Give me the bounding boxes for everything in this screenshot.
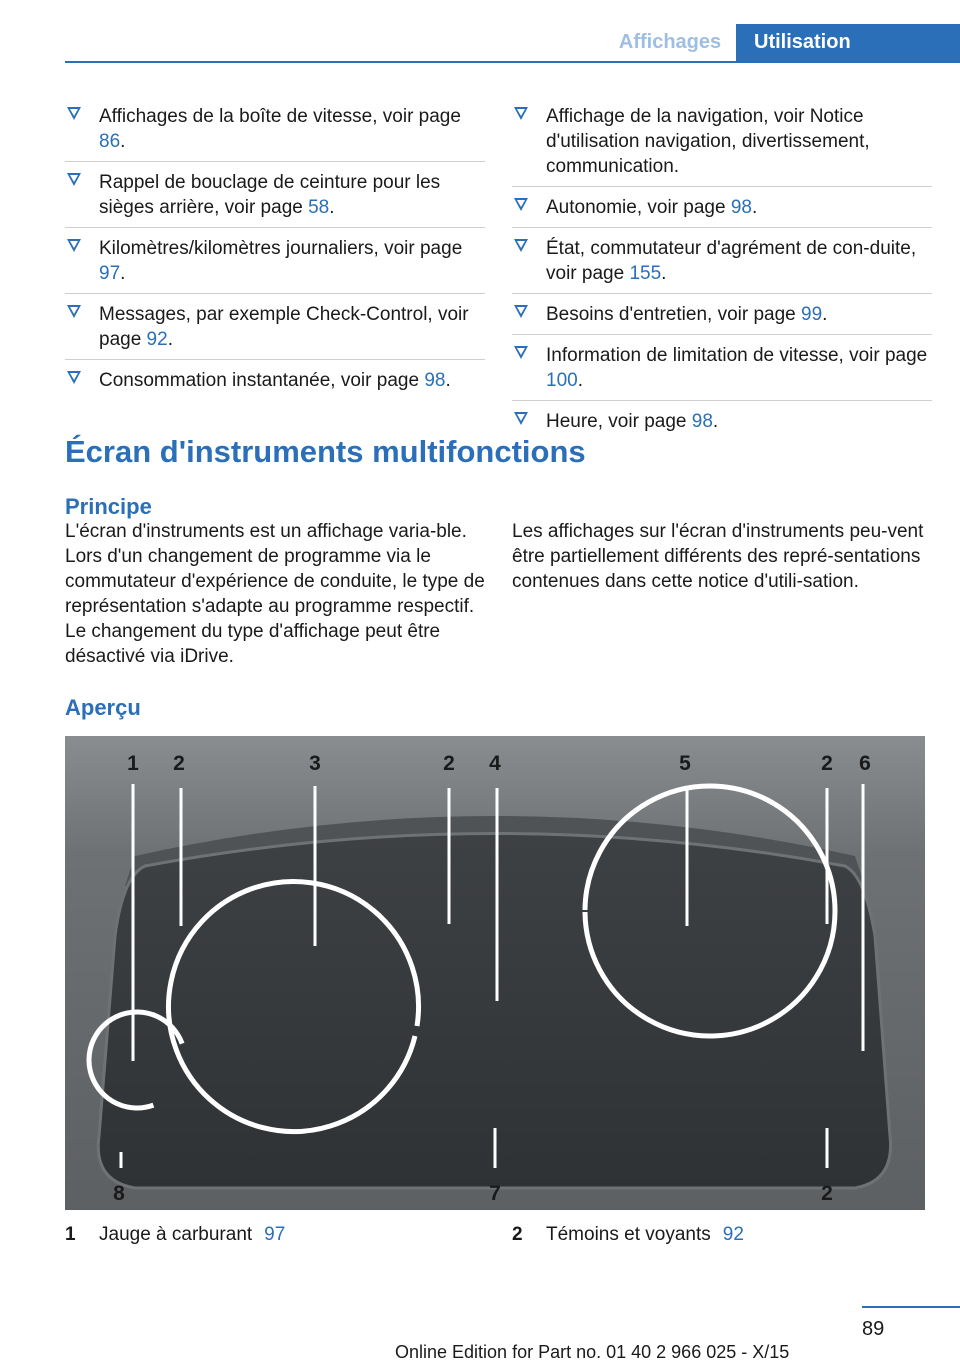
page-link[interactable]: 92 — [146, 329, 168, 350]
callout-number: 8 — [113, 1182, 125, 1205]
list-item-text: Kilomètres/kilomètres journaliers, voir page — [99, 238, 463, 259]
list-item-text: Heure, voir page — [546, 411, 692, 432]
instrument-cluster-illustration — [65, 736, 925, 1210]
callout-number: 6 — [859, 752, 871, 775]
list-item-end: . — [120, 263, 126, 284]
page-link[interactable]: 99 — [801, 304, 823, 325]
header-tab-affichages[interactable]: Affichages — [618, 31, 722, 53]
list-item-end: . — [822, 304, 828, 325]
bullet-triangle-icon — [67, 173, 81, 186]
list-item — [65, 161, 485, 227]
list-item-text: Consommation instantanée, voir page — [99, 370, 425, 391]
callout-number: 1 — [127, 752, 139, 775]
callout-number: 2 — [173, 752, 185, 775]
footer-rule — [862, 1306, 960, 1308]
callout-number: 2 — [821, 1182, 833, 1205]
caption-1 — [65, 1224, 285, 1246]
section-title: Écran d'instruments multifonctions — [65, 434, 586, 469]
page-link[interactable]: 98 — [424, 370, 446, 391]
bullet-list-right — [512, 104, 932, 441]
caption-number: 1 — [65, 1224, 76, 1245]
callout-number: 2 — [443, 752, 455, 775]
caption-label: Témoins et voyants — [546, 1224, 711, 1245]
bullet-triangle-icon — [67, 305, 81, 318]
caption-2 — [512, 1224, 744, 1246]
list-item-end: . — [661, 263, 667, 284]
list-item — [512, 104, 932, 186]
page-link[interactable]: 98 — [730, 197, 752, 218]
instrument-cluster-figure — [65, 736, 925, 1210]
list-item — [65, 359, 485, 400]
list-item — [65, 227, 485, 293]
page-link[interactable]: 155 — [629, 263, 662, 284]
principle-title: Principe — [65, 494, 152, 519]
bullet-triangle-icon — [514, 412, 528, 425]
bullet-triangle-icon — [514, 198, 528, 211]
list-item — [65, 293, 485, 359]
bullet-triangle-icon — [67, 371, 81, 384]
bullet-list-left — [65, 104, 485, 400]
page-link[interactable]: 100 — [546, 370, 578, 391]
caption-page-link[interactable]: 92 — [722, 1224, 744, 1245]
caption-number: 2 — [512, 1224, 523, 1245]
list-item-text: Information de limitation de vitesse, voir page — [546, 345, 928, 366]
page-header — [0, 0, 960, 62]
page-link[interactable]: 97 — [99, 263, 121, 284]
footer-edition: Online Edition for Part no. 01 40 2 966 025 - X/15 — [395, 1342, 790, 1362]
page-number: 89 — [862, 1318, 885, 1340]
page-link[interactable]: 98 — [691, 411, 713, 432]
header-rule — [65, 61, 960, 63]
list-item-text: Affichage de la navigation, voir Notice d'utilisation navigation, divertissement, communication. — [546, 106, 870, 177]
callout-number: 3 — [309, 752, 321, 775]
list-item-end: . — [329, 197, 335, 218]
list-item-text: Messages, par exemple Check-Control, voir page — [99, 304, 469, 350]
bullet-triangle-icon — [67, 107, 81, 120]
list-item-text: Affichages de la boîte de vitesse, voir page — [99, 106, 461, 127]
bullet-triangle-icon — [514, 346, 528, 359]
list-item-text: Rappel de bouclage de ceinture pour les sièges arrière, voir page — [99, 172, 441, 218]
list-item — [512, 293, 932, 334]
callout-number: 2 — [821, 752, 833, 775]
header-tab-utilisation[interactable]: Utilisation — [736, 24, 960, 61]
callout-number: 4 — [489, 752, 501, 775]
bullet-triangle-icon — [514, 107, 528, 120]
page-link[interactable]: 58 — [308, 197, 330, 218]
list-item — [512, 334, 932, 400]
list-item-text: Besoins d'entretien, voir page — [546, 304, 802, 325]
list-item-end: . — [577, 370, 583, 391]
list-item-end: . — [751, 197, 758, 218]
page-link[interactable]: 86 — [99, 131, 121, 152]
caption-label: Jauge à carburant — [99, 1224, 253, 1245]
list-item — [512, 227, 932, 293]
principle-paragraph-right: Les affichages sur l'écran d'instruments peu‐vent être partiellement différents des repré‐sentations contenues dans cette notice d'utili‐sation. — [512, 521, 924, 592]
list-item — [65, 104, 485, 161]
bullet-triangle-icon — [514, 239, 528, 252]
callout-number: 7 — [489, 1182, 501, 1205]
caption-page-link[interactable]: 97 — [264, 1224, 286, 1245]
list-item-end: . — [120, 131, 126, 152]
list-right-column — [512, 104, 932, 441]
list-item-end: . — [167, 329, 173, 350]
overview-title: Aperçu — [65, 695, 141, 720]
list-item-text: Autonomie, voir page — [546, 197, 731, 218]
bullet-triangle-icon — [514, 305, 528, 318]
list-item — [512, 186, 932, 227]
list-item-text: État, commutateur d'agrément de con‐duite, voir page — [546, 238, 917, 284]
list-item-end: . — [445, 370, 451, 391]
principle-paragraph-left: L'écran d'instruments est un affichage varia‐ble. Lors d'un changement de programme via le commutateur d'expérience de conduite, le type de représentation s'adapte au programme respectif. Le changement du type d'affichage peut être désactivé via iDrive. — [65, 521, 485, 667]
list-left-column — [65, 104, 485, 400]
bullet-triangle-icon — [67, 239, 81, 252]
list-item-end: . — [712, 411, 719, 432]
callout-number: 5 — [679, 752, 691, 775]
